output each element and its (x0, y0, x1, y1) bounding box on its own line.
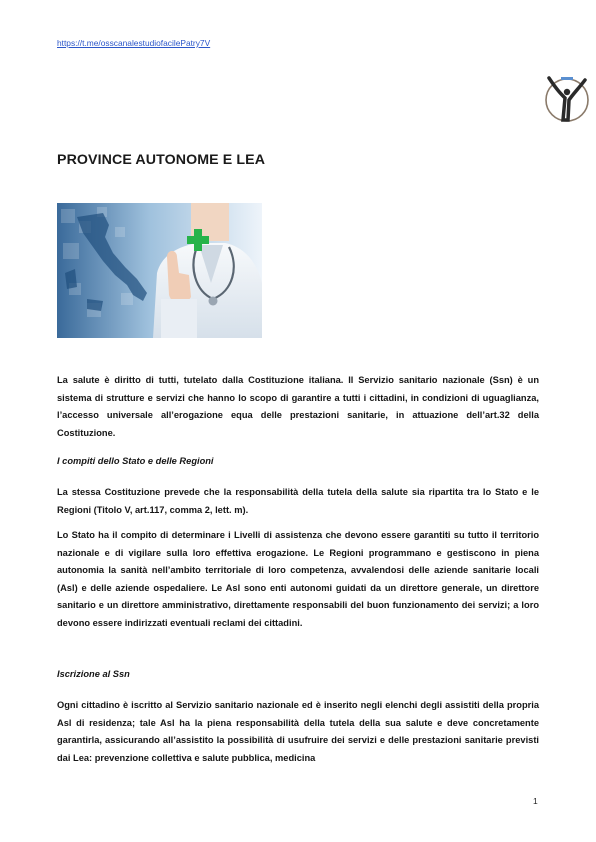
constitution-paragraph: La stessa Costituzione prevede che la responsabilità della tutela della salute sia ripartita tra lo Stato e le Regioni (Titolo V, art.117, comma 2, lett. m). (57, 487, 539, 515)
doctor-italy-map-image (57, 203, 262, 338)
telegram-link[interactable]: https://t.me/osscanalestudiofacilePatry7V (57, 38, 211, 48)
page-title: PROVINCE AUTONOME E LEA (57, 152, 266, 168)
logo-icon (541, 70, 591, 128)
intro-paragraph: La salute è diritto di tutti, tutelato dalla Costituzione italiana. Il Servizio sanitario nazionale (Ssn) è un sistema di strutture e servizi che hanno lo scopo di garantire a tutti i cittadini, in condizioni di uguaglianza, l’accesso universale all’erogazione equa delle prestazioni sanitarie, in attuazione dell’art.32 della Costituzione. (57, 375, 539, 438)
section-heading-compiti: I compiti dello Stato e delle Regioni (57, 456, 214, 466)
enrollment-paragraph: Ogni cittadino è iscritto al Servizio sanitario nazionale ed è inserito negli elenchi degli assistiti della propria Asl di residenza; tale Asl ha la piena responsabilità della tutela della sua salute e deve concretamente garantirla, assicurando all’assistito la possibilità di usufruire dei servizi e delle prestazioni sanitarie previsti dai Lea: prevenzione collettiva e salute pubblica, medicina (57, 700, 539, 763)
page-number: 1 (533, 796, 538, 806)
section-heading-iscrizione: Iscrizione al Ssn (57, 669, 130, 679)
state-regions-paragraph: Lo Stato ha il compito di determinare i Livelli di assistenza che devono essere garantiti su tutto il territorio nazionale e di vigilare sulla loro effettiva erogazione. Le Regioni programmano e gestiscono in piena autonomia la sanità nell’ambito territoriale di loro competenza, avvalendosi delle aziende sanitarie locali (Asl) e delle aziende ospedaliere. Le Asl sono enti autonomi guidati da un direttore generale, un direttore sanitario e un direttore amministrativo, direttamente responsabili del buon funzionamento dei servizi; a loro devono essere indirizzati eventuali reclami dei cittadini. (57, 530, 539, 628)
